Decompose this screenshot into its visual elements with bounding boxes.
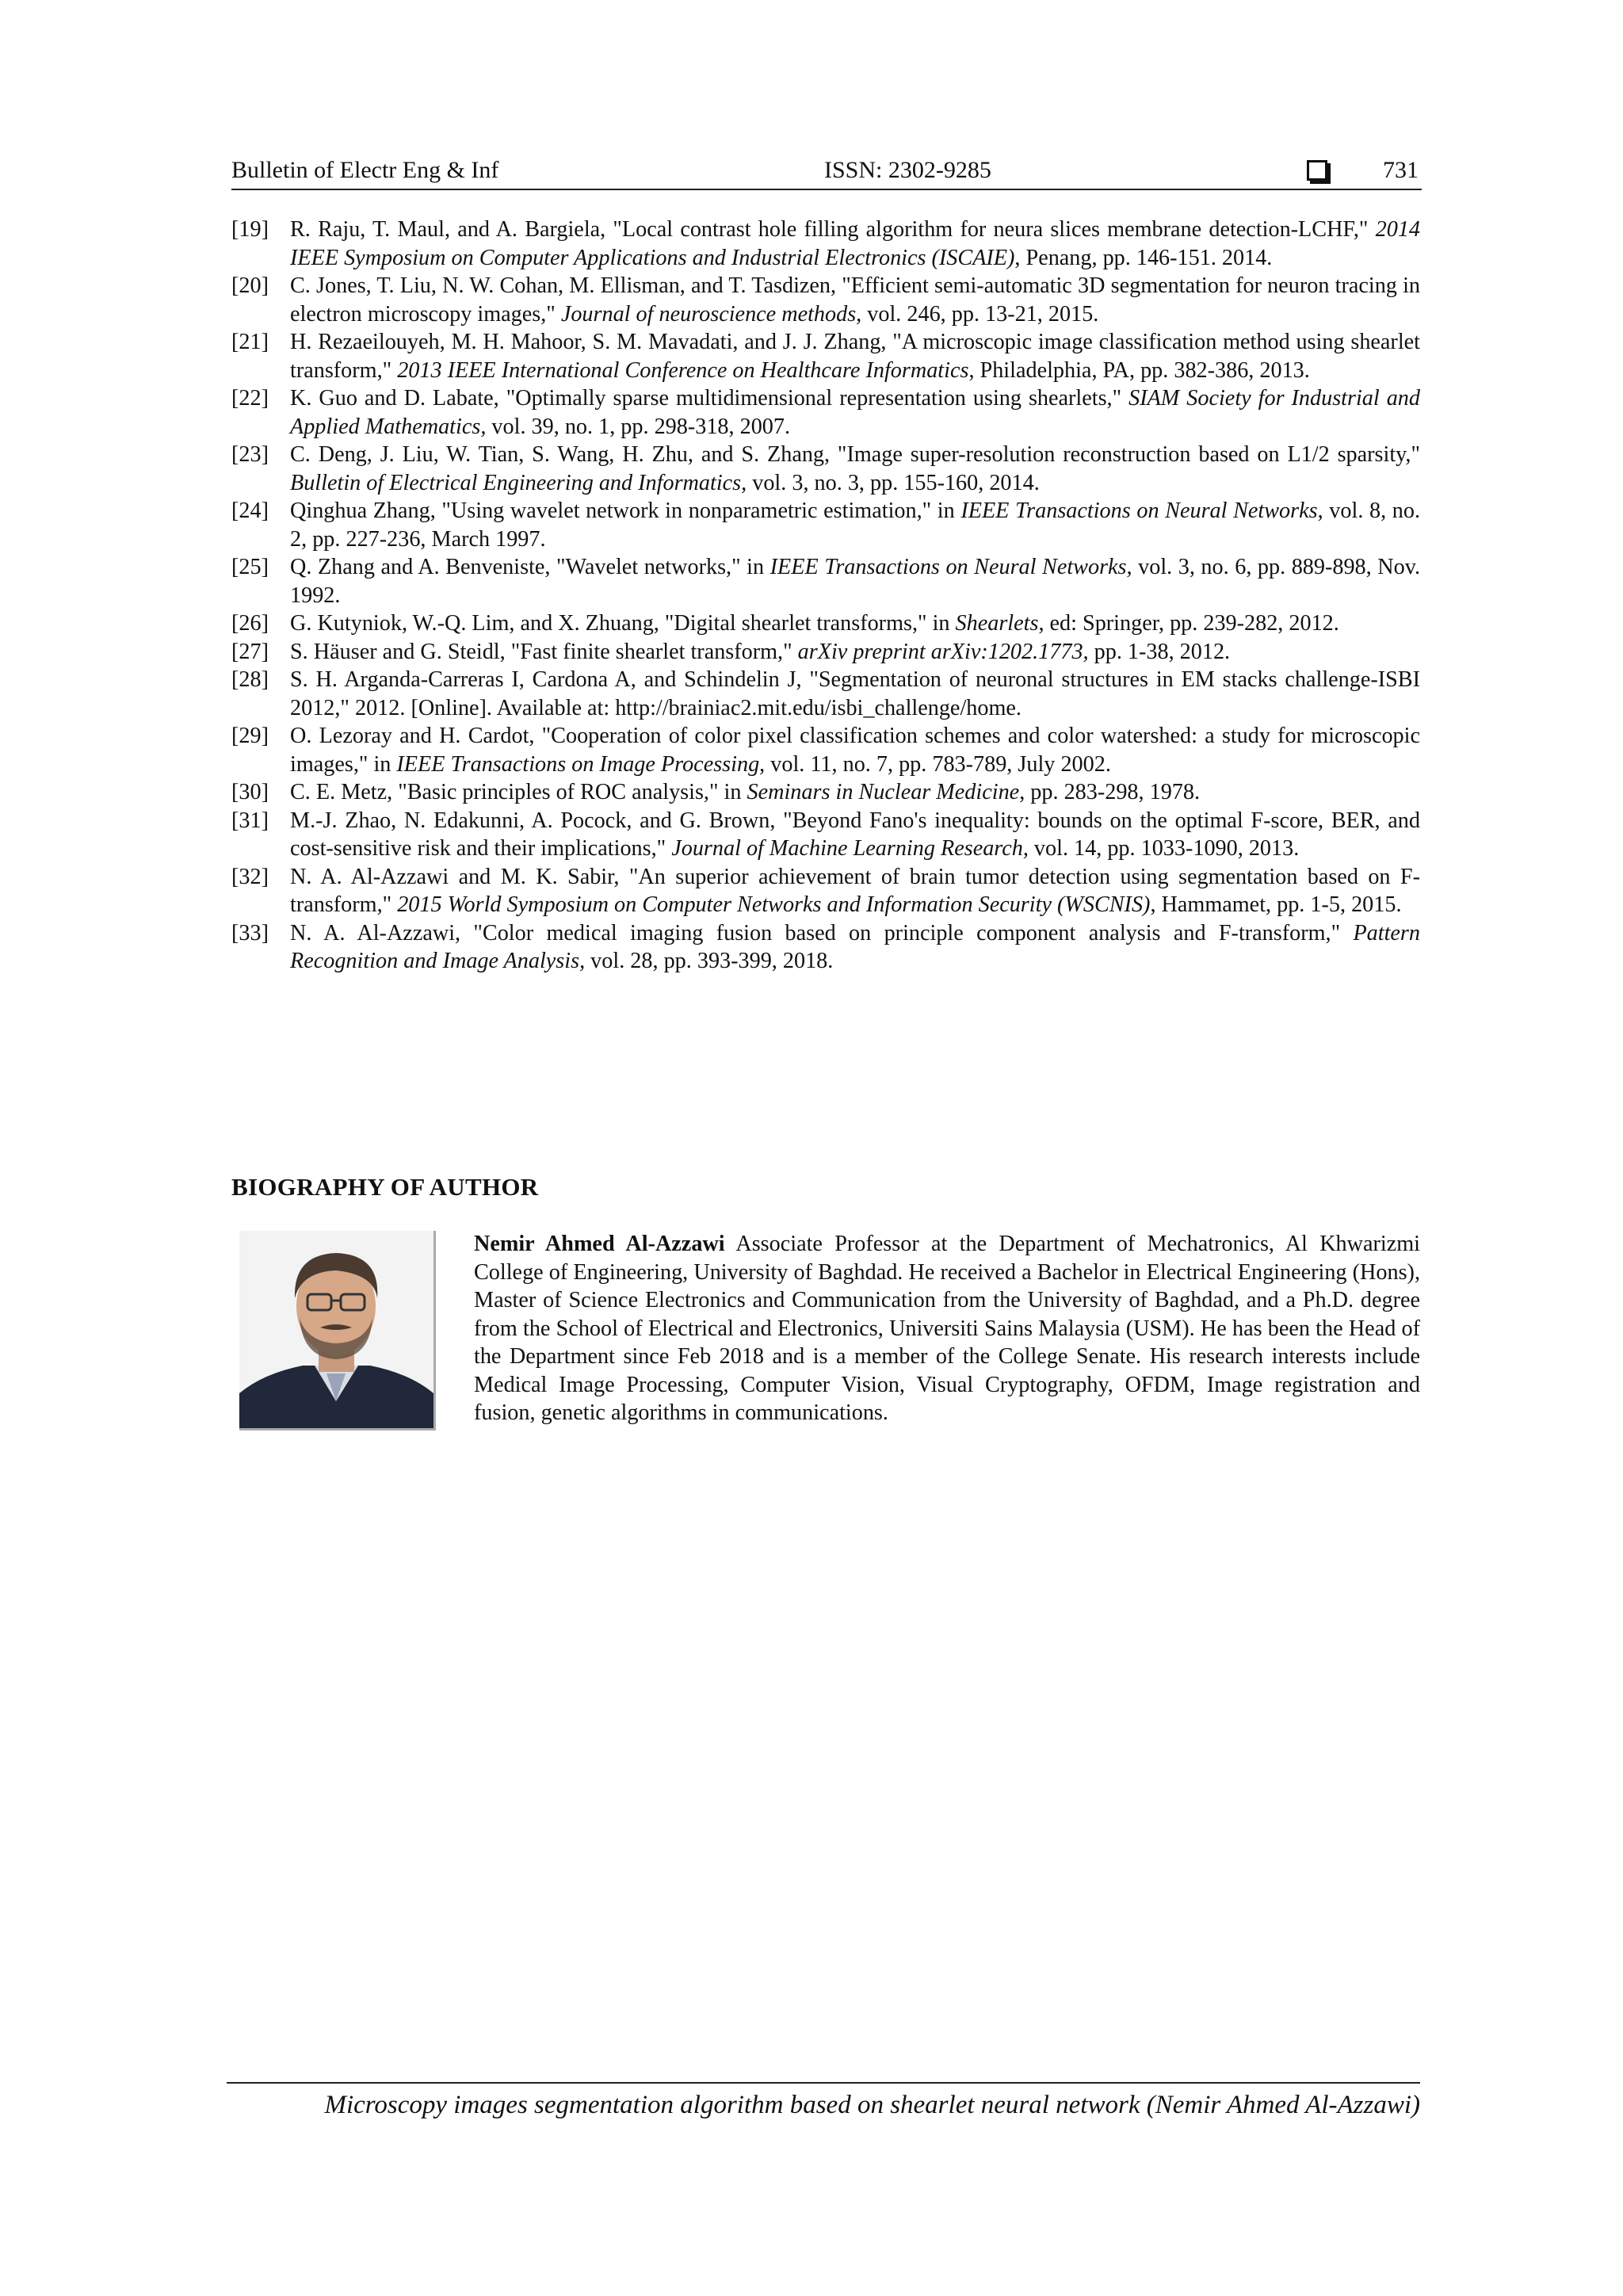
reference-number: [23] <box>231 442 269 467</box>
reference-number: [24] <box>231 499 269 523</box>
reference-item <box>231 441 1420 497</box>
reference-venue: 2013 IEEE International Conference on Healthcare Informatics <box>397 357 969 383</box>
reference-text: pp. 1-38, 2012. <box>1088 639 1231 664</box>
biography-heading: BIOGRAPHY OF AUTHOR <box>231 1173 539 1201</box>
reference-number: [25] <box>231 555 269 579</box>
reference-venue: Seminars in Nuclear Medicine <box>747 780 1020 804</box>
reference-text: Qinghua Zhang, "Using wavelet network in nonparametric estimation," in <box>290 499 961 523</box>
reference-number: [31] <box>231 808 269 833</box>
reference-number: [21] <box>231 330 269 354</box>
reference-text: vol. 14, pp. 1033-1090, 2013. <box>1028 836 1300 861</box>
reference-list <box>231 216 1420 976</box>
reference-text: , pp. 283-298, 1978. <box>1019 780 1201 804</box>
reference-venue: 2015 World Symposium on Computer Networks and Information Security (WSCNIS) <box>397 892 1151 917</box>
biography-text <box>474 1230 1420 1427</box>
reference-item <box>231 863 1420 919</box>
author-photo-illustration <box>239 1231 433 1428</box>
reference-text: , Hammamet, pp. 1-5, 2015. <box>1150 892 1402 917</box>
reference-text: N. A. Al-Azzawi and M. K. Sabir, "An superior achievement of brain tumor detection using segmentation based on F-transform," <box>290 864 1420 917</box>
reference-number: [26] <box>231 611 269 636</box>
reference-text: O. Lezoray and H. Cardot, "Cooperation of color pixel classification schemes and color watershed: a study for microscopic images," in <box>290 724 1420 777</box>
reference-item <box>231 497 1420 553</box>
reference-text: vol. 246, pp. 13-21, 2015. <box>861 301 1099 327</box>
reference-number: [28] <box>231 667 269 692</box>
reference-number: [29] <box>231 724 269 748</box>
reference-item <box>231 666 1420 722</box>
reference-text: S. Häuser and G. Steidl, "Fast finite shearlet transform," <box>290 639 798 664</box>
reference-text: S. H. Arganda-Carreras I, Cardona A, and Schindelin J, "Segmentation of neuronal structures in EM stacks challenge-ISBI 2012," 2012. [Online]. Available at: http://brainiac2.mit.edu/isbi_challenge/home. <box>290 667 1420 720</box>
reference-venue: Pattern Recognition and Image Analysis, <box>290 920 1420 973</box>
reference-number: [27] <box>231 639 269 664</box>
reference-venue: Bulletin of Electrical Engineering and Informatics, <box>290 470 747 495</box>
reference-number: [22] <box>231 386 269 411</box>
reference-venue: Shearlets <box>955 611 1039 636</box>
reference-item <box>231 272 1420 328</box>
author-name: Nemir Ahmed Al-Azzawi <box>474 1232 725 1256</box>
square-box-icon <box>1307 160 1327 181</box>
reference-text: vol. 28, pp. 393-399, 2018. <box>585 949 834 973</box>
reference-text: , Philadelphia, PA, pp. 382-386, 2013. <box>968 357 1310 383</box>
reference-number: [30] <box>231 780 269 804</box>
reference-text: vol. 39, no. 1, pp. 298-318, 2007. <box>486 414 791 439</box>
reference-item <box>231 722 1420 778</box>
reference-item <box>231 638 1420 667</box>
reference-venue: IEEE Transactions on Image Processing <box>396 751 760 777</box>
reference-venue: Journal of neuroscience methods, <box>560 301 862 327</box>
reference-venue: IEEE Transactions on Neural Networks, <box>769 555 1132 579</box>
reference-number: [20] <box>231 273 269 298</box>
reference-item <box>231 328 1420 384</box>
reference-venue: Journal of Machine Learning Research, <box>671 836 1029 861</box>
reference-venue: arXiv preprint arXiv:1202.1773, <box>797 639 1089 664</box>
running-header <box>231 152 1422 190</box>
reference-text: , vol. 11, no. 7, pp. 783-789, July 2002. <box>759 751 1111 777</box>
reference-text: G. Kutyniok, W.-Q. Lim, and X. Zhuang, "Digital shearlet transforms," in <box>290 611 956 636</box>
reference-item <box>231 384 1420 441</box>
reference-text: , vol. 8, no. 2, pp. 227-236, March 1997. <box>290 499 1421 552</box>
reference-item <box>231 216 1420 272</box>
journal-name: Bulletin of Electr Eng & Inf <box>231 157 499 183</box>
reference-item <box>231 609 1420 638</box>
reference-number: [32] <box>231 864 269 889</box>
reference-text: H. Rezaeilouyeh, M. H. Mahoor, S. M. Mavadati, and J. J. Zhang, "A microscopic image classification method using shearlet transform," <box>290 330 1420 383</box>
reference-number: [19] <box>231 217 269 242</box>
reference-number: [33] <box>231 920 269 946</box>
page-number: 731 <box>1383 157 1419 183</box>
running-footer: Microscopy images segmentation algorithm based on shearlet neural network (Nemir Ahmed Al-Azzawi) <box>324 2091 1420 2119</box>
reference-text: , ed: Springer, pp. 239-282, 2012. <box>1038 611 1339 636</box>
reference-item <box>231 553 1420 609</box>
reference-text: vol. 3, no. 3, pp. 155-160, 2014. <box>747 470 1040 495</box>
reference-text: C. Deng, J. Liu, W. Tian, S. Wang, H. Zhu, and S. Zhang, "Image super-resolution reconstruction based on L1/2 sparsity," <box>290 442 1420 467</box>
reference-venue: SIAM Society for Industrial and Applied Mathematics, <box>290 386 1420 439</box>
reference-text: Q. Zhang and A. Benveniste, "Wavelet networks," in <box>290 555 770 579</box>
reference-item <box>231 807 1420 863</box>
reference-text: C. Jones, T. Liu, N. W. Cohan, M. Ellisman, and T. Tasdizen, "Efficient semi-automatic 3D segmentation for neuron tracing in electron microscopy images," <box>290 273 1420 327</box>
footer-rule <box>227 2082 1420 2084</box>
reference-venue: IEEE Transactions on Neural Networks <box>960 499 1318 523</box>
reference-text: C. E. Metz, "Basic principles of ROC analysis," in <box>290 780 747 804</box>
reference-venue: 2014 IEEE Symposium on Computer Applications and Industrial Electronics (ISCAIE) <box>290 217 1420 270</box>
author-photo <box>239 1231 436 1431</box>
issn: ISSN: 2302-9285 <box>824 157 991 183</box>
reference-text: N. A. Al-Azzawi, "Color medical imaging fusion based on principle component analysis and F-transform," <box>290 920 1354 946</box>
reference-item <box>231 919 1420 976</box>
reference-text: M.-J. Zhao, N. Edakunni, A. Pocock, and G. Brown, "Beyond Fano's inequality: bounds on the optimal F-score, BER, and cost-sensitive risk and their implications," <box>290 808 1420 861</box>
reference-text: K. Guo and D. Labate, "Optimally sparse multidimensional representation using shearlets," <box>290 386 1129 411</box>
reference-item <box>231 778 1420 807</box>
reference-text: , Penang, pp. 146-151. 2014. <box>1014 245 1273 270</box>
reference-text: vol. 3, no. 6, pp. 889-898, Nov. 1992. <box>290 555 1421 608</box>
reference-text: R. Raju, T. Maul, and A. Bargiela, "Local contrast hole filling algorithm for neura slices membrane detection-LCHF," <box>290 217 1376 242</box>
biography-body: Associate Professor at the Department of Mechatronics, Al Khwarizmi College of Engineering, University of Baghdad. He received a Bachelor in Electrical Engineering (Hons), Master of Science Electronics and Communication from the University of Baghdad, and a Ph.D. degree from the School of Electrical and Electronics, Universiti Sains Malaysia (USM). He has been the Head of the Department since Feb 2018 and is a member of the College Senate. His research interests include Medical Image Processing, Computer Vision, Visual Cryptography, OFDM, Image registration and fusion, genetic algorithms in communications. <box>474 1232 1420 1425</box>
